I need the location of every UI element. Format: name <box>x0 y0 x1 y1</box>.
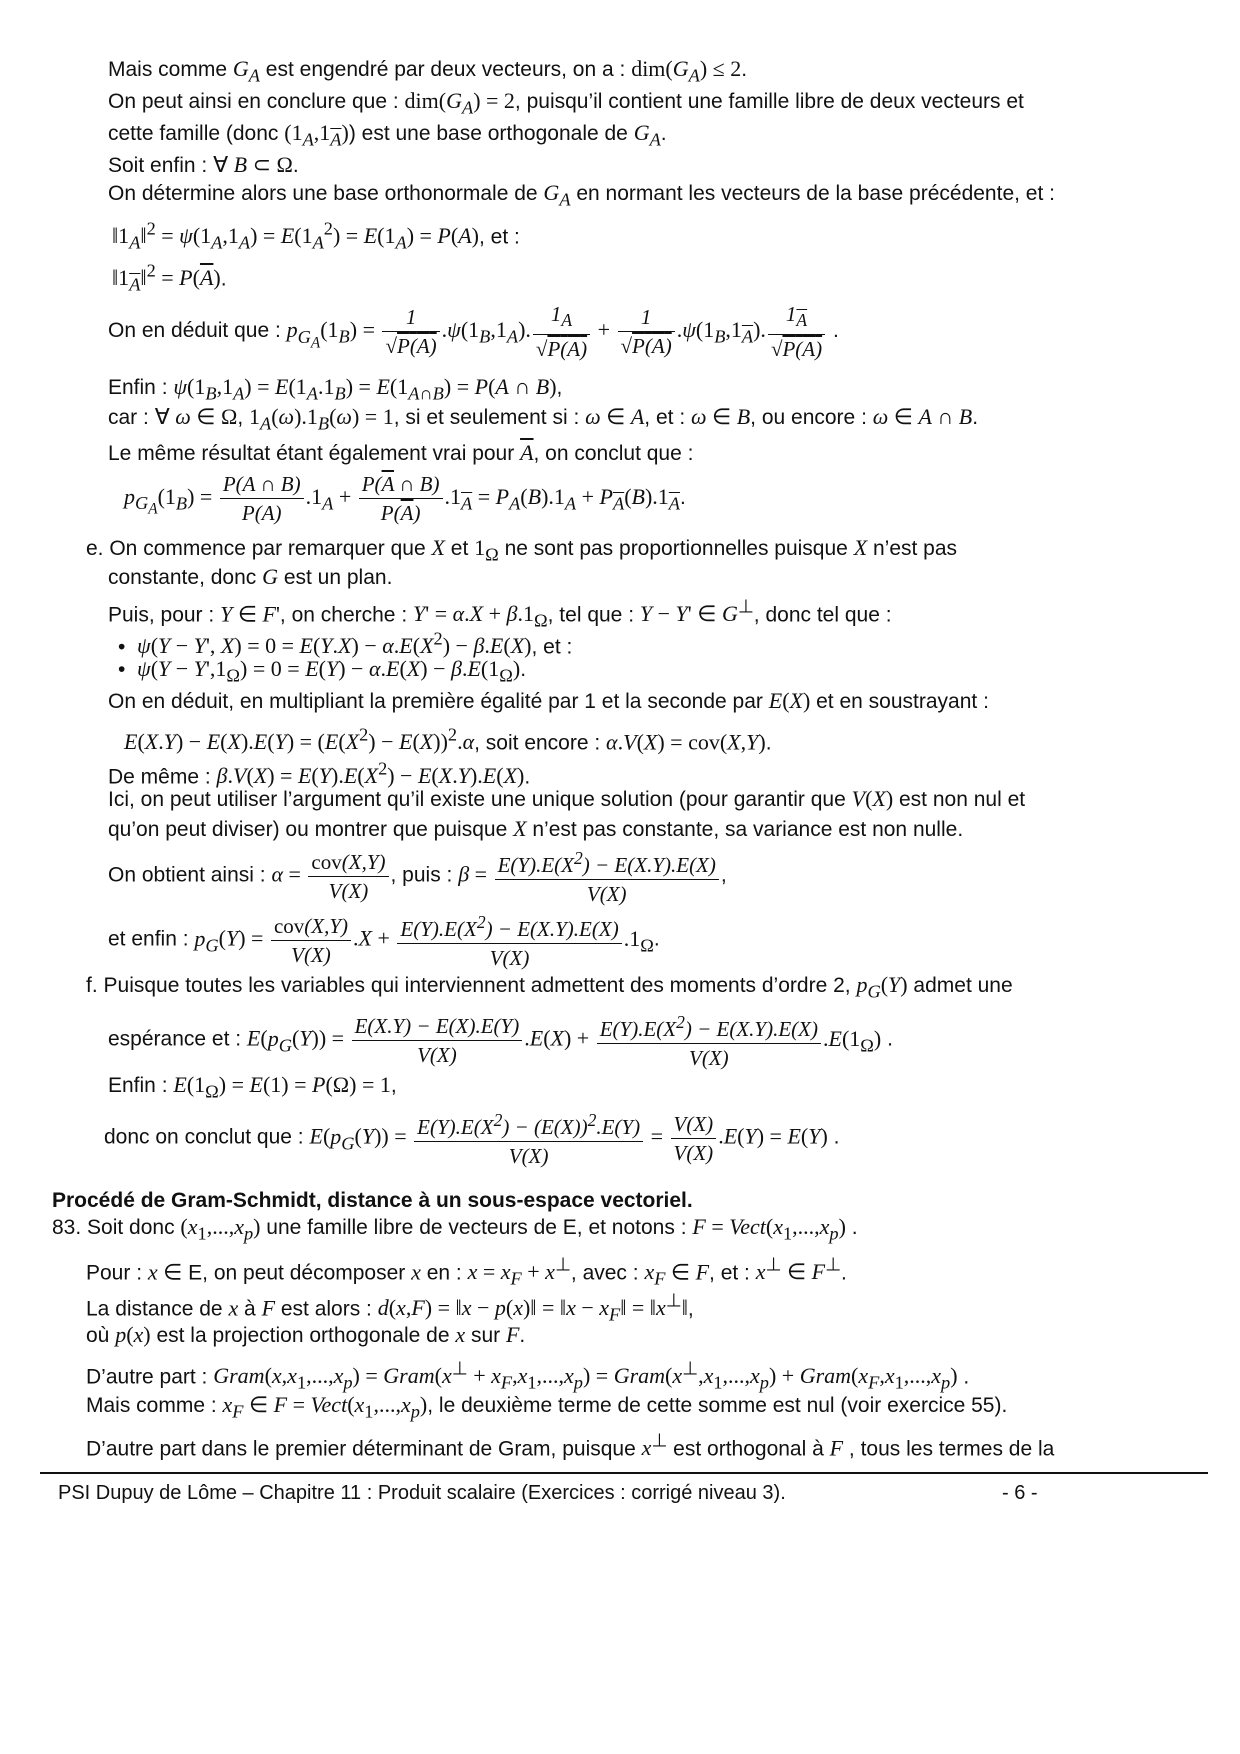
text-line: Puis, pour : Y ∈ F', on cherche : $Y' = \alpha.X + \beta.1_\Omega$, tel que : Y − Y' ∈ G⊥, donc tel que : <box>108 597 892 631</box>
text-line: 83. Soit donc $(x_1,...,x_p)$ une famille libre de vecteurs de E, et notons : $F = Vect(x_1,...,x_p)$ . <box>52 1214 858 1244</box>
text-line: D’autre part : $Gram(x,x_1,...,x_p)$ = Gram(x⊥ + $x_F,x_1,...,x_p$) = $Gram(x^\perp,x_1,...,x_p)$ + $Gram(x_F,x_1,...,x_p)$ . <box>86 1359 970 1393</box>
section-heading: Procédé de Gram-Schmidt, distance à un sous-espace vectoriel. <box>52 1189 693 1212</box>
text-line: Pour : x ∈ E, on peut décomposer x en : $x = x_F + x^\perp$, avec : $x_F$ ∈ F, et : x⊥ ∈ F⊥. <box>86 1255 847 1289</box>
text-line: f. Puisque toutes les variables qui interviennent admettent des moments d’ordre 2, $p_G(Y)$ admet une <box>86 972 1013 1002</box>
footer-rule <box>40 1472 1208 1474</box>
text-line: La distance de x à F est alors : d(x,F) = ‖x − p(x)‖ = ‖x − $x_F‖$ = ‖x⊥‖, <box>86 1291 694 1325</box>
text-line: Mais comme : $x_F$ ∈ $F = Vect(x_1,...,x_p)$, le deuxième terme de cette somme est nul (voir exercice 55). <box>86 1392 1008 1422</box>
text-line: On détermine alors une base orthonormale de $G_A$ en normant les vecteurs de la base précédente, et : <box>108 180 1055 210</box>
math-line: On obtient ainsi : α = $\frac{\text{cov(X,Y)}}{V(X)}$ , puis : β = $\frac{E(Y).E(X^2) - E(X.Y).E(X)}{V(X)}$ , <box>108 848 727 906</box>
footer-left: PSI Dupuy de Lôme – Chapitre 11 : Produit scalaire (Exercices : corrigé niveau 3). <box>58 1482 786 1504</box>
math-line: $E(X.Y) - E(X).E(Y) = (E(X^2) - E(X))^2.\alpha$, soit encore : α.V(X) = cov(X,Y). <box>124 725 772 755</box>
math-line: $‖1_{\overline{A}}‖^2 = P(\overline{A})$. <box>112 261 227 295</box>
text-line: Soit enfin : ∀ B ⊂ Ω. <box>108 152 299 177</box>
text-line: Enfin : $E(1_\Omega) = E(1) = P(\Omega) = 1$, <box>108 1072 397 1102</box>
text-line: où p(x) est la projection orthogonale de x sur F. <box>86 1322 526 1347</box>
text-line: Mais comme $G_A$ est engendré par deux vecteurs, on a : $dim(G_A) \le 2$. <box>108 56 748 86</box>
text-line: De même : $\beta.V(X) = E(Y).E(X^2) - E(X.Y).E(X)$. <box>108 759 531 789</box>
text-line: Enfin : $\psi(1_B,1_A) = E(1_A.1_B) = E(1_{A\cap B}) = P(A$ ∩ B), <box>108 374 563 404</box>
text-line: qu’on peut diviser) ou montrer que puisque X n’est pas constante, sa variance est non nulle. <box>108 816 964 841</box>
math-line: On en déduit que : $p_{G_A}(1_B)$ = $\frac{1}{√P(A)}$ $.\psi(1_B,1_A)$. $\frac{1_A}{√P(A)}$ + $\frac{1}{√P(A)}$ $.\psi(1_B,1_{\overline{A}})$. $\frac{1_{\overline{A}}}{√P(A)}$ . <box>108 302 839 362</box>
text-line: Le même résultat étant également vrai pour $\overline{A}$, on conclut que : <box>108 440 694 465</box>
bullet-line: • $\psi(Y - Y',1_\Omega) = 0 = E(Y) - \alpha.E(X) - \beta.E(1_\Omega)$. <box>118 656 527 686</box>
bullet-line: • ψ(Y − Y', $X) = 0 = E(Y.X) - \alpha.E(X^2) - \beta.E(X)$, et : <box>118 629 573 659</box>
text-line: cette famille (donc $(1_A,1_{\overline{A}})$) est une base orthogonale de $G_A$. <box>108 120 667 150</box>
text-line: e. On commence par remarquer que X et $1_\Omega$ ne sont pas proportionnelles puisque X n’est pas <box>86 535 958 565</box>
text-line: On en déduit, en multipliant la première égalité par 1 et la seconde par E(X) et en soustrayant : <box>108 688 989 713</box>
text-line: Ici, on peut utiliser l’argument qu’il existe une unique solution (pour garantir que V(X) est non nul et <box>108 786 1026 811</box>
text-line: car : ∀ ω ∈ Ω, $1_A(\omega).1_B(\omega) = 1$, si et seulement si : ω ∈ A, et : ω ∈ B, ou encore : ω ∈ A ∩ B. <box>108 404 979 434</box>
math-line: donc on conclut que : $E(p_G(Y))$ = $\frac{E(Y).E(X^2) - (E(X))^2.E(Y)}{V(X)}$ = $\frac{V(X)}{V(X)}$ .E(Y) = E(Y) . <box>104 1110 840 1168</box>
math-line: espérance et : $E(p_G(Y))$ = $\frac{E(X.Y) - E(X).E(Y)}{V(X)}$ .E(X) + $\frac{E(Y).E(X^2) - E(X.Y).E(X)}{V(X)}$ $.E(1_\Omega)$ . <box>108 1012 893 1070</box>
page-number: - 6 - <box>1002 1482 1038 1504</box>
text-line: On peut ainsi en conclure que : $dim(G_A) = 2$, puisqu’il contient une famille libre de deux vecteurs et <box>108 88 1024 118</box>
text-line: D’autre part dans le premier déterminant de Gram, puisque x⊥ est orthogonal à F , tous les termes de la <box>86 1431 1055 1461</box>
math-line: et enfin : $p_G(Y)$ = $\frac{\text{cov(X,Y)}}{V(X)}$ .X + $\frac{E(Y).E(X^2) - E(X.Y).E(X)}{V(X)}$ $.1_\Omega$. <box>108 912 660 970</box>
text-line: constante, donc G est un plan. <box>108 564 393 589</box>
math-line: $‖1_A‖^2 = \psi(1_A,1_A) = E(1_A^2) = E(1_A) = P(A)$, et : <box>112 219 520 253</box>
math-line: $p_{G_A}(1_B)$ = $\frac{P(A \cap B)}{P(A)}$ $.1_A$ + $\frac{P(\overline{A} \cap B)}{P(\overline{A})}$ $.1_{\overline{A}} = P_A(B).1_A + P_{\overline{A}}(B).1_{\overline{A}}$. <box>124 472 686 525</box>
